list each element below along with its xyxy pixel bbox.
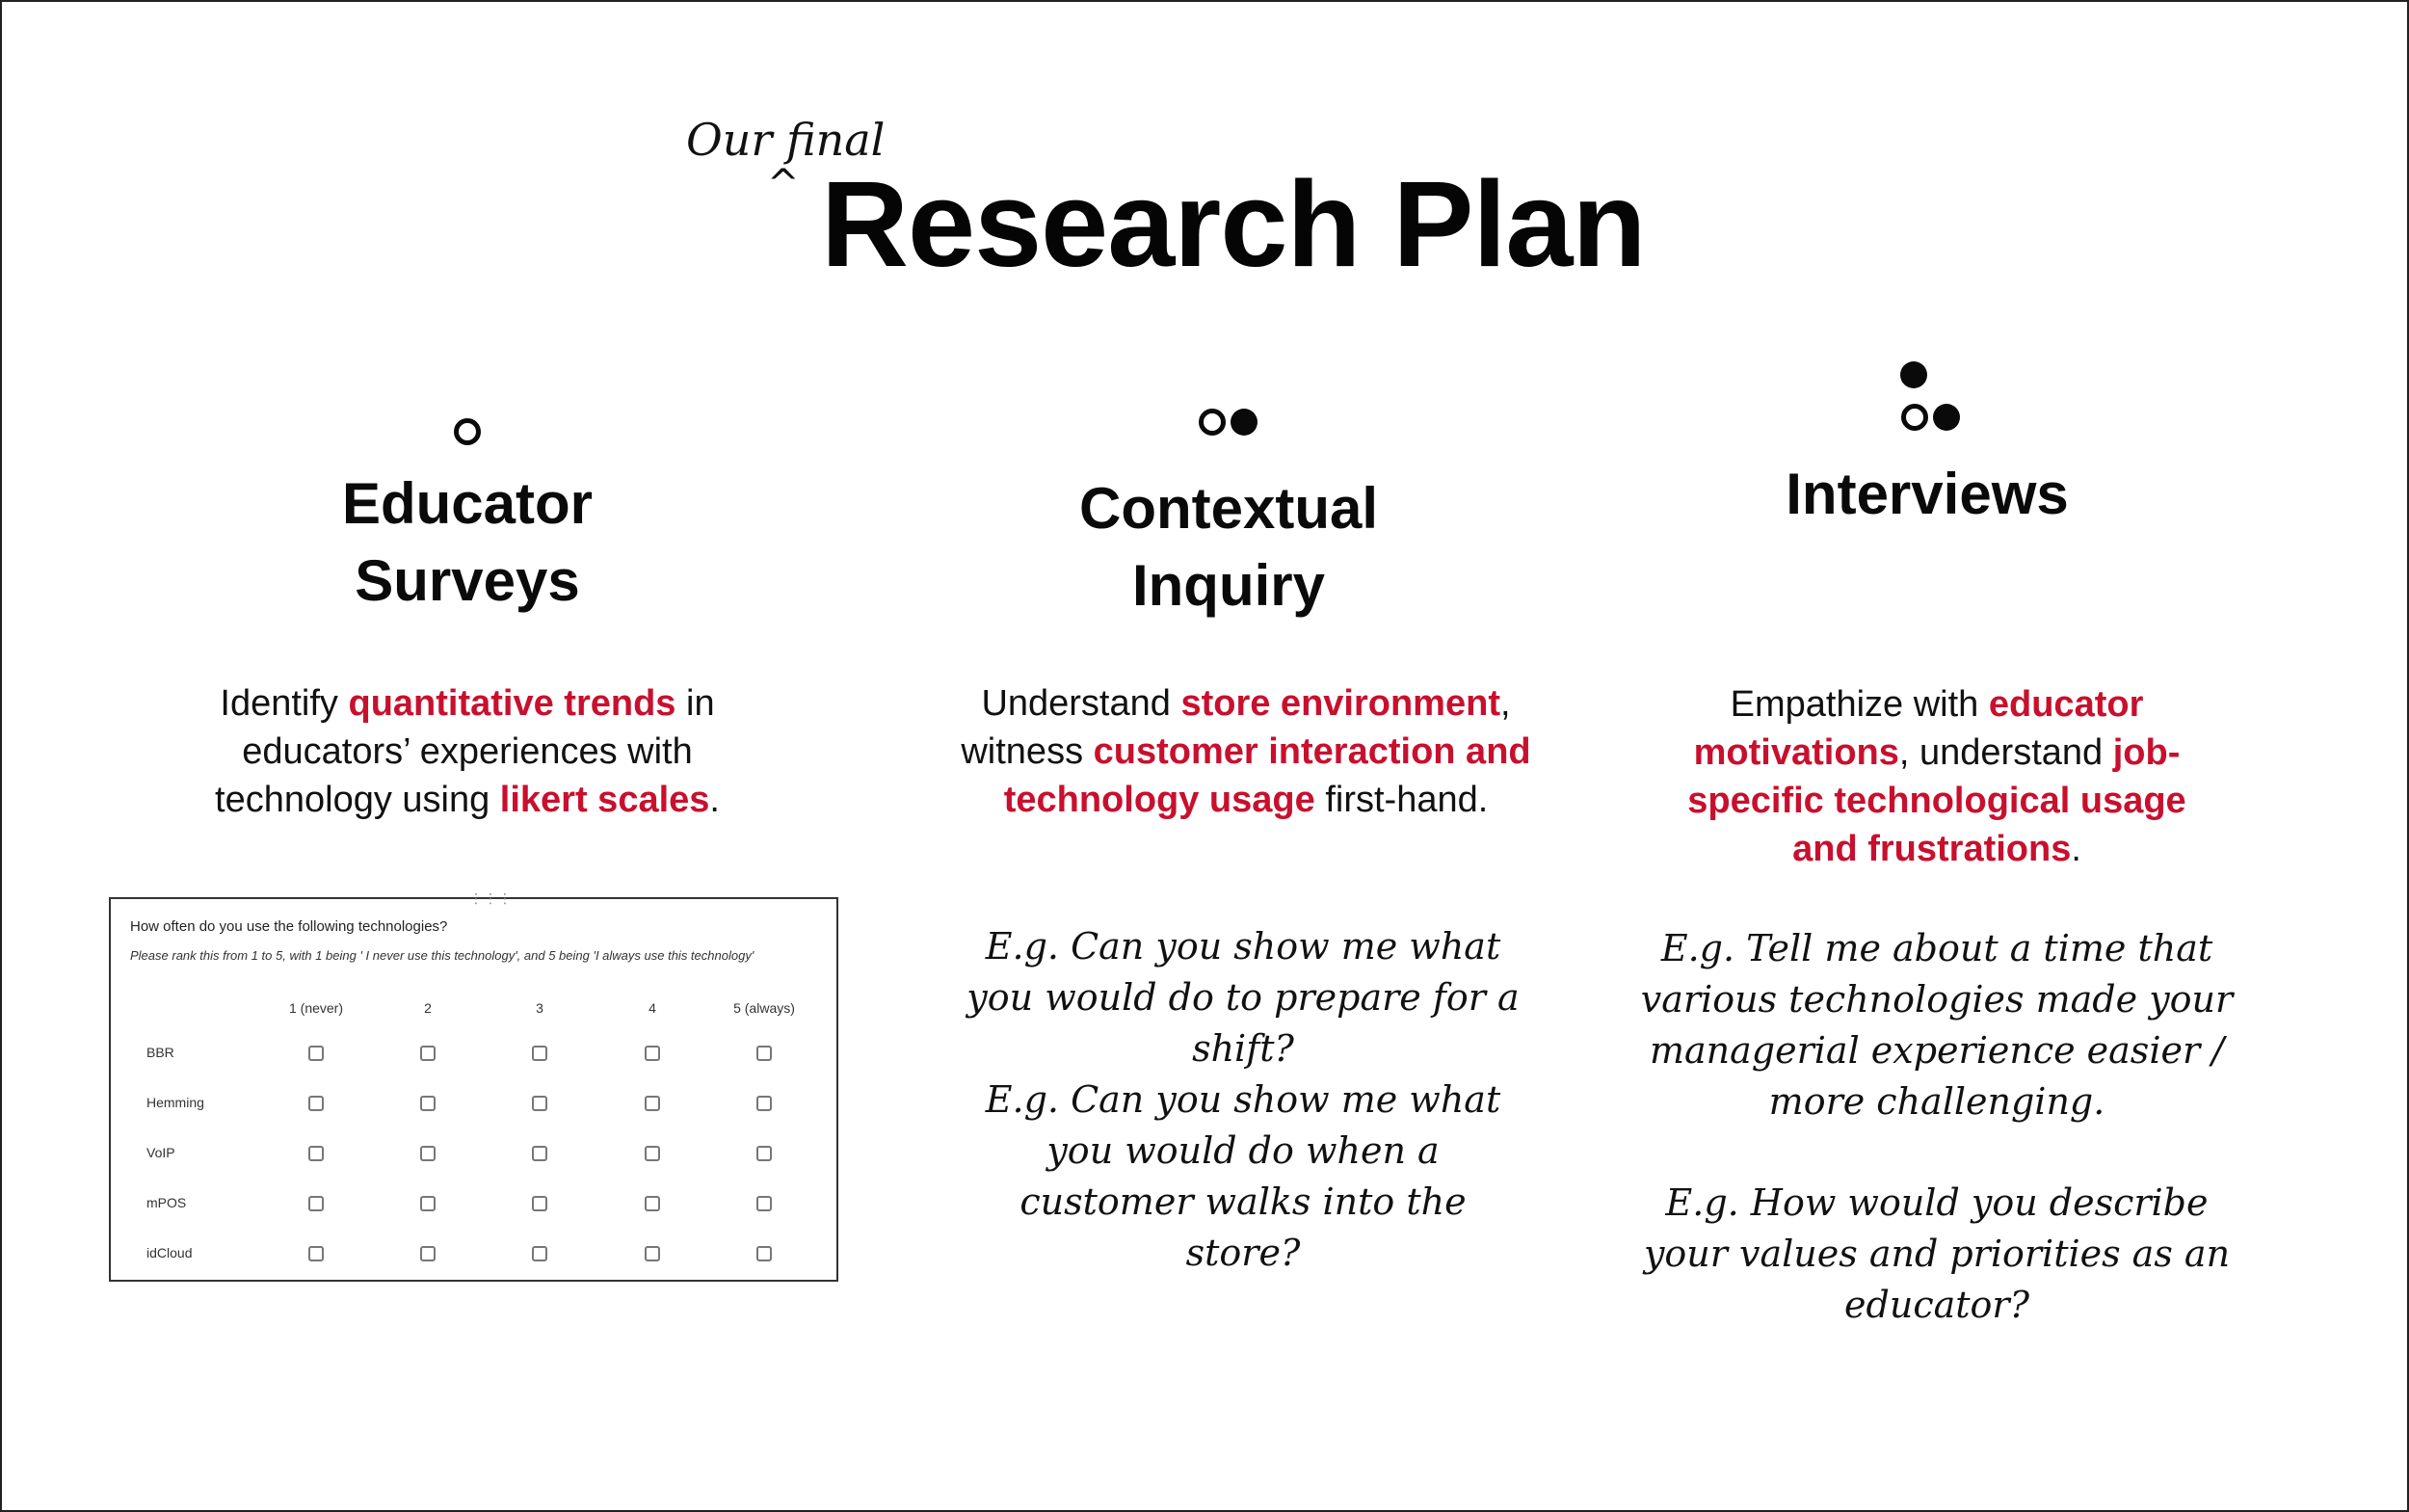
likert-checkbox[interactable] xyxy=(308,1196,324,1211)
scale-header: 4 xyxy=(649,1000,656,1016)
scale-header: 2 xyxy=(424,1000,432,1016)
likert-checkbox[interactable] xyxy=(420,1146,436,1161)
description-text: Understand xyxy=(981,683,1181,724)
description-text: . xyxy=(2071,829,2081,869)
likert-checkbox[interactable] xyxy=(308,1146,324,1161)
highlighted-phrase: job-specific technological usage and frustrations xyxy=(1687,732,2186,869)
highlighted-phrase: customer interaction and technology usage xyxy=(1003,731,1531,820)
description-text: first-hand. xyxy=(1314,780,1489,820)
scale-header: 5 (always) xyxy=(733,1000,795,1016)
likert-checkbox[interactable] xyxy=(532,1196,547,1211)
description-text: in educators’ experiences with technology using xyxy=(215,683,715,820)
likert-checkbox[interactable] xyxy=(645,1246,660,1261)
likert-checkbox[interactable] xyxy=(532,1246,547,1261)
likert-checkbox[interactable] xyxy=(532,1096,547,1111)
survey-row-label: idCloud xyxy=(146,1245,193,1260)
survey-question: How often do you use the following technologies? xyxy=(130,918,448,935)
survey-row-label: Hemming xyxy=(146,1095,204,1110)
likert-checkbox[interactable] xyxy=(420,1246,436,1261)
likert-checkbox[interactable] xyxy=(308,1246,324,1261)
highlighted-phrase: quantitative trends xyxy=(348,683,676,724)
survey-row-label: mPOS xyxy=(146,1195,187,1210)
column-description xyxy=(173,679,761,824)
insertion-caret: ^ xyxy=(767,162,800,206)
likert-checkbox[interactable] xyxy=(308,1096,324,1111)
likert-checkbox[interactable] xyxy=(756,1196,772,1211)
drag-handle-icon: ⋮⋮⋮ xyxy=(469,890,513,906)
likert-checkbox[interactable] xyxy=(532,1146,547,1161)
likert-checkbox[interactable] xyxy=(532,1046,547,1061)
likert-checkbox[interactable] xyxy=(420,1046,436,1061)
column-title: Educator Surveys xyxy=(341,471,594,613)
description-text: , understand xyxy=(1898,732,2113,773)
likert-checkbox[interactable] xyxy=(645,1146,660,1161)
survey-row-label: BBR xyxy=(146,1045,174,1060)
description-text: Identify xyxy=(220,683,349,724)
highlighted-phrase: educator motivations xyxy=(1693,684,2144,773)
page-title: Research Plan xyxy=(821,156,1646,292)
description-text: Empathize with xyxy=(1730,684,1989,725)
likert-checkbox[interactable] xyxy=(645,1096,660,1111)
example-question: E.g. How would you describe your values and priorities as an educator? xyxy=(1643,1181,2231,1326)
likert-checkbox[interactable] xyxy=(420,1196,436,1211)
scale-header: 3 xyxy=(536,1000,543,1016)
column-description xyxy=(957,679,1535,824)
description-text: , witness xyxy=(961,683,1511,772)
likert-checkbox[interactable] xyxy=(756,1246,772,1261)
survey-row-label: VoIP xyxy=(146,1145,175,1160)
highlighted-phrase: store environment xyxy=(1180,683,1500,724)
likert-checkbox[interactable] xyxy=(308,1046,324,1061)
likert-checkbox[interactable] xyxy=(756,1096,772,1111)
highlighted-phrase: likert scales xyxy=(499,780,710,820)
likert-checkbox[interactable] xyxy=(645,1196,660,1211)
column-title: Interviews xyxy=(1786,462,2069,526)
description-text: . xyxy=(709,780,720,820)
likert-survey-preview xyxy=(109,890,838,1282)
likert-checkbox[interactable] xyxy=(756,1146,772,1161)
scale-header: 1 (never) xyxy=(288,1000,344,1016)
likert-checkbox[interactable] xyxy=(645,1046,660,1061)
example-question: E.g. Can you show me what you would do when a customer walks into the store? xyxy=(985,1078,1501,1274)
likert-checkbox[interactable] xyxy=(420,1096,436,1111)
example-question: E.g. Tell me about a time that various technologies made your managerial experience easier / more challenging. xyxy=(1640,927,2234,1123)
pre-title: Our final xyxy=(686,114,886,166)
column-description xyxy=(1667,680,2207,873)
example-question: E.g. Can you show me what you would do to prepare for a shift? xyxy=(966,925,1520,1070)
survey-instruction: Please rank this from 1 to 5, with 1 being ' I never use this technology', and 5 being 'I always use this technology' xyxy=(130,948,754,963)
column-title: Contextual Inquiry xyxy=(1078,476,1379,618)
likert-checkbox[interactable] xyxy=(756,1046,772,1061)
